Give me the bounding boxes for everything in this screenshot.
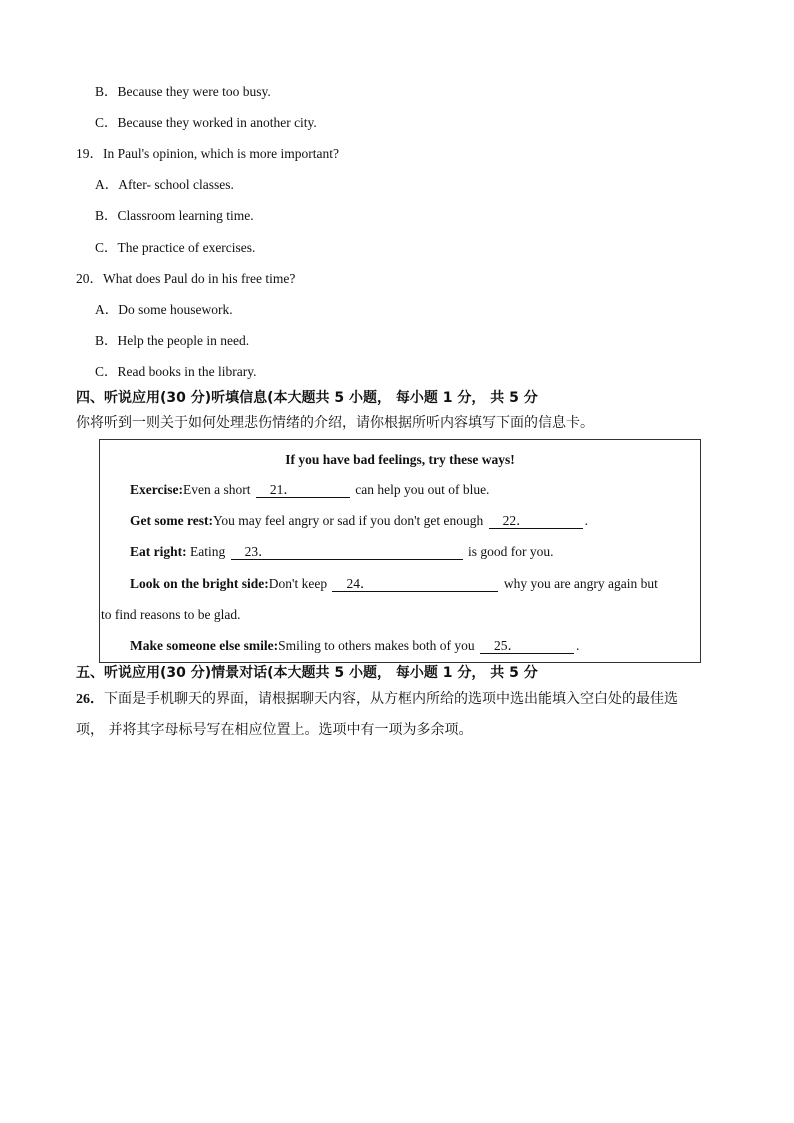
- item-text-before: Eating: [186, 544, 229, 559]
- info-card-title: If you have bad feelings, try these ways!: [285, 452, 515, 467]
- q20-option-b: B．Help the people in need.: [95, 333, 250, 348]
- item-text-after: why you are angry again but: [500, 576, 658, 591]
- item-text-before: Even a short: [182, 482, 254, 497]
- blank-number: 22．: [502, 513, 530, 528]
- item-text-after: is good for you.: [464, 544, 554, 559]
- q19-option-c: C．The practice of exercises.: [95, 240, 256, 255]
- item-label: Look on the bright side:: [130, 576, 269, 591]
- q19-stem: 19．In Paul's opinion, which is more important?: [76, 146, 340, 161]
- q20-stem: 20．What does Paul do in his free time?: [76, 271, 296, 286]
- item-label: Eat right:: [130, 544, 187, 559]
- item-text-after: can help you out of blue.: [351, 482, 490, 497]
- blank-number: 24．: [346, 576, 374, 591]
- item-text-before: You may feel angry or sad if you don't get enough: [212, 513, 487, 528]
- item-label: Get some rest:: [130, 513, 213, 528]
- item-label: Exercise:: [130, 482, 183, 497]
- q20-option-c: C．Read books in the library.: [95, 364, 257, 379]
- item-text-before: Don't keep: [268, 576, 331, 591]
- answer-blank-23[interactable]: [231, 544, 463, 560]
- info-card-item-exercise: [130, 481, 489, 499]
- q19-option-a: A．After- school classes.: [95, 177, 234, 192]
- q26-number: 26．: [76, 692, 104, 707]
- info-card: [99, 439, 701, 663]
- item-text-before: Smiling to others makes both of you: [278, 638, 478, 653]
- blank-number: 23．: [244, 544, 272, 559]
- blank-number: 21．: [269, 482, 297, 497]
- info-card-item-bright-side-continuation: to find reasons to be glad.: [101, 607, 241, 622]
- blank-number: 25．: [493, 638, 521, 653]
- q26-text-line1: 下面是手机聊天的界面，请根据聊天内容，从方框内所给的选项中选出能填入空白处的最佳选: [104, 691, 678, 707]
- item-text-after: .: [575, 638, 580, 653]
- info-card-item-smile: [130, 637, 579, 655]
- item-text-after: .: [584, 513, 588, 528]
- q26-line1: [76, 690, 678, 709]
- answer-blank-25[interactable]: [480, 638, 574, 654]
- section4-heading: 四、听说应用(30 分)听填信息(本大题共 5 小题， 每小题 1 分， 共 5 分: [76, 390, 538, 406]
- info-card-item-rest: [130, 512, 588, 530]
- info-card-item-bright-side: [130, 575, 658, 593]
- q20-option-a: A．Do some housework.: [95, 302, 233, 317]
- q18-option-b: B．Because they were too busy.: [95, 84, 271, 99]
- item-label: Make someone else smile:: [130, 638, 279, 653]
- q18-option-c: C．Because they worked in another city.: [95, 115, 317, 130]
- answer-blank-24[interactable]: [332, 576, 498, 592]
- answer-blank-21[interactable]: [256, 482, 350, 498]
- q19-option-b: B．Classroom learning time.: [95, 208, 254, 223]
- section5-heading: 五、听说应用(30 分)情景对话(本大题共 5 小题， 每小题 1 分， 共 5 分: [76, 665, 538, 681]
- answer-blank-22[interactable]: [489, 513, 583, 529]
- info-card-item-eat: [130, 543, 554, 561]
- q26-text-line2: 项， 并将其字母标号写在相应位置上。选项中有一项为多余项。: [76, 722, 473, 738]
- section4-instruction: 你将听到一则关于如何处理悲伤情绪的介绍，请你根据所听内容填写下面的信息卡。: [76, 415, 594, 431]
